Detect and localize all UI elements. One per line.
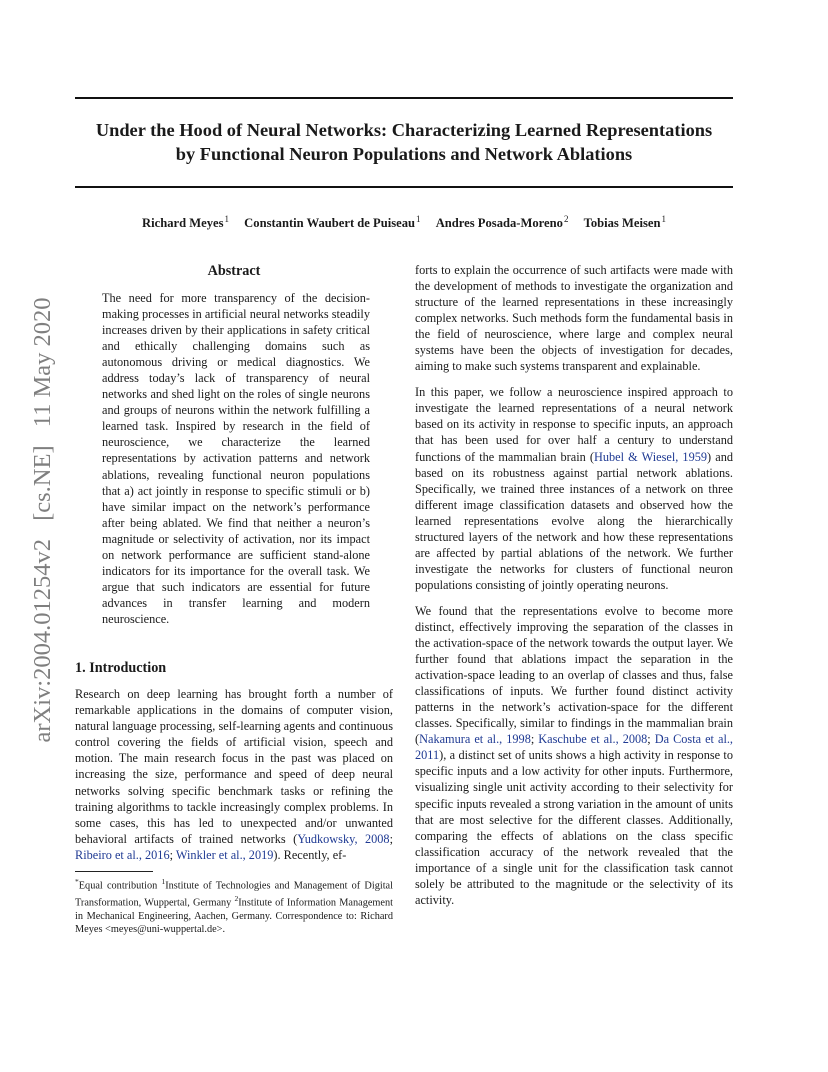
- intro-paragraph-1-tail-left: ). Recently, ef-: [273, 847, 347, 862]
- author-3: Andres Posada-Moreno$^2$: [435, 214, 569, 231]
- citation-yudkowsky-2008[interactable]: Yudkowsky, 2008: [297, 831, 390, 846]
- right-column: [415, 262, 733, 918]
- author-list: [60, 214, 748, 231]
- author-2: Constantin Waubert de Puiseau$^1$: [244, 214, 421, 231]
- paper-title: [75, 118, 733, 166]
- citation-dacosta-2011[interactable]: Da Costa et al., 2011: [415, 732, 734, 763]
- citation-ribeiro-2016[interactable]: Ribeiro et al., 2016: [75, 847, 170, 862]
- citation-nakamura-1998[interactable]: Nakamura et al., 1998: [419, 732, 531, 747]
- author-4: Tobias Meisen$^1$: [583, 214, 666, 231]
- footnote: *Equal contribution $^1$Institute of Technologies and Management of Digital Transformation, Wuppertal, Germany $^2$Institute of Information Management in Mechanical Engineering, Aachen, Germany. Correspondence to: Richard Meyes <meyes@uni-wuppertal.de>.: [75, 877, 393, 935]
- citation-hubel-wiesel-1959[interactable]: Hubel & Wiesel, 1959: [593, 449, 708, 464]
- citation-winkler-2019[interactable]: Winkler et al., 2019: [175, 847, 274, 862]
- intro-paragraph-1-tail: forts to explain the occurrence of such artifacts were made with the development of methods to investigate the organization and structure of the learned representations in these increasingly complex networks. Such methods form the fundamental basis in the field of neuroscience, where large and complex neural systems have been the objects of investigation for decades, aiming to make such systems transparent and explainable.: [415, 263, 733, 374]
- left-column: [75, 262, 393, 627]
- arxiv-stamp: [23, 280, 63, 760]
- abstract-heading: Abstract: [207, 263, 261, 279]
- author-1: Richard Meyes$^1$: [142, 214, 230, 231]
- footnote-rule: [75, 871, 153, 872]
- title-rule-top: [75, 97, 733, 99]
- title-rule-bottom: [75, 186, 733, 188]
- citation-kaschube-2008[interactable]: Kaschube et al., 2008: [538, 732, 648, 747]
- abstract-text: The need for more transparency of the decision-making processes in artificial neural networks steadily increases driven by their applications in safety critical and ethically challenging domains such as autonomous driving or medical diagnostics. We address today’s lack of transparency of neural networks and shed light on the roles of single neurons and groups of neurons within the network fulfilling a learned task. Inspired by research in the field of neuroscience, we characterize the learned representations by activation patterns and network ablations, revealing functional neuron populations that a) act jointly in response to specific stimuli or b) have similar impact on the network’s performance after being ablated. We find that neither a neuron’s magnitude or selectivity of activation, nor its impact on network performance are sufficient stand-alone indicators for its importance for the overall task. We argue that such indicators are essential for future advances in transfer learning and modern neuroscience.: [102, 291, 370, 626]
- introduction-heading: 1. Introduction: [75, 660, 167, 676]
- arxiv-date: 11 May 2020: [29, 297, 56, 428]
- title-line-2: by Functional Neuron Populations and Network Ablations: [175, 144, 633, 164]
- arxiv-id: arXiv:2004.01254v2: [29, 539, 56, 743]
- intro-paragraph-1-part-a: Research on deep learning has brought forth a number of remarkable applications in the domains of computer vision, natural language processing, self-learning agents and continuous control covering the fields of artificial vision, speech and motion. The main research focus in the past was placed on increasing the size, performance and speed of deep neural networks solving specific benchmark tasks or refining the training algorithms to tackle increasingly complex problems. In some cases, this has led to unexpected and/or unwanted behavioral artifacts of trained networks (Yudkowsky, 2008; Ribeiro et al., 2016; Winkler et al., 2019). Recently, ef-: [75, 687, 393, 862]
- intro-paragraph-2: In this paper, we follow a neuroscience inspired approach to investigate the learned representations of a neural network based on its activity in response to specific inputs, an approach that has been used for over half a century to understand functions of the mammalian brain (Hubel & Wiesel, 1959) and based on its robustness against partial network ablations. Specifically, we trained three instances of a network on three different image classification datasets and observed how the learned representations evolve along the hierarchically structured layers of the network and how these representations are affected by partial ablations of the network. We further investigate the networks for clusters of functional neuron populations consisting of jointly operating neurons.: [415, 385, 733, 592]
- intro-paragraph-3: We found that the representations evolve to become more distinct, effectively improving the separation of the classes in the activation-space of the network towards the output layer. We further found that ablations impact the separation in the activation-space leading to an overlap of classes and thus, false classifications of inputs. We further found distinct activity patterns in the network’s activation-space for the different classes. Specifically, similar to findings in the mammalian brain (Nakamura et al., 1998; Kaschube et al., 2008; Da Costa et al., 2011), a distinct set of units shows a high activity in response to specific inputs and a low activity for other inputs. Furthermore, visualizing single unit activity according to their selectivity for specific inputs revealed a strong variation in the amount of units that are most selective for the different classes. Additionally, comparing the effects of ablations on the class specific classification accuracy of the network revealed that the importance of a single unit for the classification task cannot solely be attributed to the magnitude or the selectivity of its activity.: [415, 603, 734, 907]
- title-line-1: Under the Hood of Neural Networks: Characterizing Learned Representations: [95, 120, 713, 140]
- intro-paragraph-1-continued: [415, 262, 733, 374]
- arxiv-category: [cs.NE]: [29, 445, 56, 521]
